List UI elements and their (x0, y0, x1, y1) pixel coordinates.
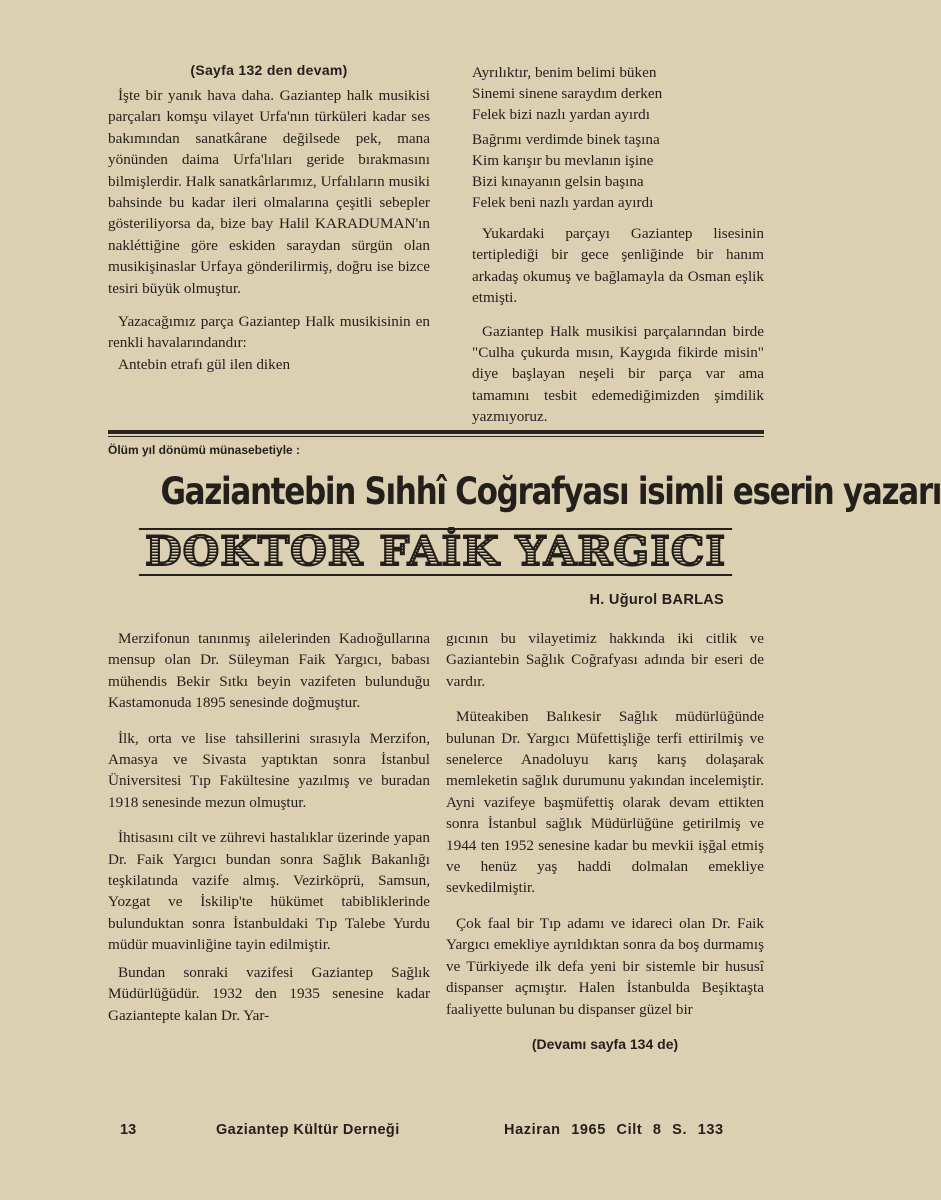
body-paragraph: gıcının bu vilayetimiz hakkında iki citlik ve Gaziantebin Sağlık Coğrafyası adında bir eseri de vardır. (446, 630, 764, 690)
poem-stanza (472, 129, 764, 213)
body-paragraph: Müteakiben Balıkesir Sağlık müdürlüğünde bulunan Dr. Yargıcı Müfettişliğe terfi ettirilmiş ve senelerce Anadoluyu karış karış dolaşarak memleketin sağlık durumunu yakından incelemiştir. Ayni vazifeye başmüfettiş olarak devam ettikten sonra İstanbul sağlık Müdürlüğüne getirilmiş ve 1944 ten 1952 senesine kadar bu mevkii işğal etmiş ve henüz yaş haddi dolmalan emekliye sevkedilmiştir. (446, 708, 764, 897)
issue-info: Haziran 1965 Cilt 8 S. 133 (504, 1122, 724, 1138)
article-banner (108, 528, 764, 576)
author-byline: H. Uğurol BARLAS (589, 592, 724, 608)
poem-line: Ayrılıktır, benim belimi büken (472, 64, 657, 81)
body-paragraph: İhtisasını cilt ve zührevi hastalıklar üzerinde yapan Dr. Faik Yargıcı bundan sonra Sağlık Bakanlığı teşkilatında vazife almış. Vezirköprü, Samsun, Yozgat ve İskilip'te hükümet tabibliklerinde bulunduktan sonra İstanbuldaki Tıp Talebe Yurdu müdür muavinliğine tayin edilmiştir. (108, 829, 430, 954)
body-paragraph: İşte bir yanık hava daha. Gaziantep halk musikisi parçaları komşu vilayet Urfa'nın türküleri kadar ses bakımından sanatkârane değilsede pek, mana yönünden daima Urfa'lıları geride bırakmasını bilmişlerdir. Halk sanatkârlarımız, Urfalıların musiki bahsinde bu kadar ileri olmalarına çeşitli sebepler gösteriliyorsa da, bize bay Halil KARADUMAN'ın nakléttiğine göre eskiden saraydan sürgün olan musikişinaslar Urfaya gönderilirmiş, doğru ise bizce tesiri büyük olmuştur. (108, 87, 430, 297)
body-paragraph: Yazacağımız parça Gaziantep Halk musikisinin en renkli havalarındandır: (108, 313, 430, 352)
body-paragraph: Bundan sonraki vazifesi Gaziantep Sağlık Müdürlüğüdür. 1932 den 1935 senesine kadar Gaziantepte kalan Dr. Yar- (108, 963, 430, 1024)
poem-line: Felek beni nazlı yardan ayırdı (472, 194, 654, 211)
continued-from-note: (Sayfa 132 den devam) (190, 62, 348, 78)
article-left-column (108, 628, 430, 1026)
section-divider-thin (108, 436, 764, 437)
poem-line: Sinemi sinene saraydım derken (472, 85, 663, 102)
continued-to-note: (Devamı sayfa 134 de) (531, 1035, 679, 1052)
article-headline: Gaziantebin Sıhhî Coğrafyası isimli eserin yazarı (160, 470, 941, 513)
body-paragraph: Yukardaki parçayı Gaziantep lisesinin tertiplediği bir gece şenliğinde bir hanım arkadaş okumuş ve bağlamayla da Osman eşlik etmişti. (472, 225, 764, 307)
banner-title: DOKTOR FAİK YARGICI (139, 528, 733, 576)
page-footer (108, 1122, 764, 1142)
occasion-label: Ölüm yıl dönümü münasebetiyle : (108, 443, 301, 457)
poem-line: Kim karışır bu mevlanın işine (472, 152, 654, 169)
page-number: 13 (120, 1122, 137, 1138)
body-paragraph: İlk, orta ve lise tahsillerini sırasıyla Merzifon, Amasya ve Sivasta yaptıktan sonra İstanbul Üniversitesi Tıp Fakültesine yazılmış ve buradan 1918 senesinde mezun olmuştur. (108, 729, 430, 811)
body-paragraph: Çok faal bir Tıp adamı ve idareci olan Dr. Faik Yargıcı emekliye ayrıldıktan sonra da boş durmamış ve Türkiyede ilk defa yeni bir sistemle bir hususî dispanser açmıştır. Halen İstanbulda Beşiktaşta faaliyette bulunan bu dispanser güzel bir (446, 914, 764, 1018)
top-right-column (472, 62, 764, 428)
poem-line: Antebin etrafı gül ilen diken (118, 355, 291, 373)
top-left-column (108, 62, 430, 375)
body-paragraph: Gaziantep Halk musikisi parçalarından birde "Culha çukurda mısın, Kaygıda fikirde misin" diye başlayan neşeli bir parça var ama tamamını tesbit edemediğimizden şimdilik yazmıyoruz. (472, 322, 764, 426)
body-paragraph: Merzifonun tanınmış ailelerinden Kadıoğullarına mensup olan Dr. Süleyman Faik Yargıcı, babası mühendis Bekir Sıtkı beyin vazifeten bulunduğu Kastamonuda 1895 senesinde doğmuştur. (108, 630, 430, 712)
poem-line: Felek bizi nazlı yardan ayırdı (472, 106, 650, 123)
poem-stanza (472, 62, 764, 125)
poem-line: Bizi kınayanın gelsin başına (472, 173, 644, 190)
article-right-column (446, 628, 764, 1052)
publisher-name: Gaziantep Kültür Derneği (216, 1122, 400, 1138)
poem-line: Bağrımı verdimde binek taşına (472, 131, 660, 148)
section-divider-thick (108, 430, 764, 434)
